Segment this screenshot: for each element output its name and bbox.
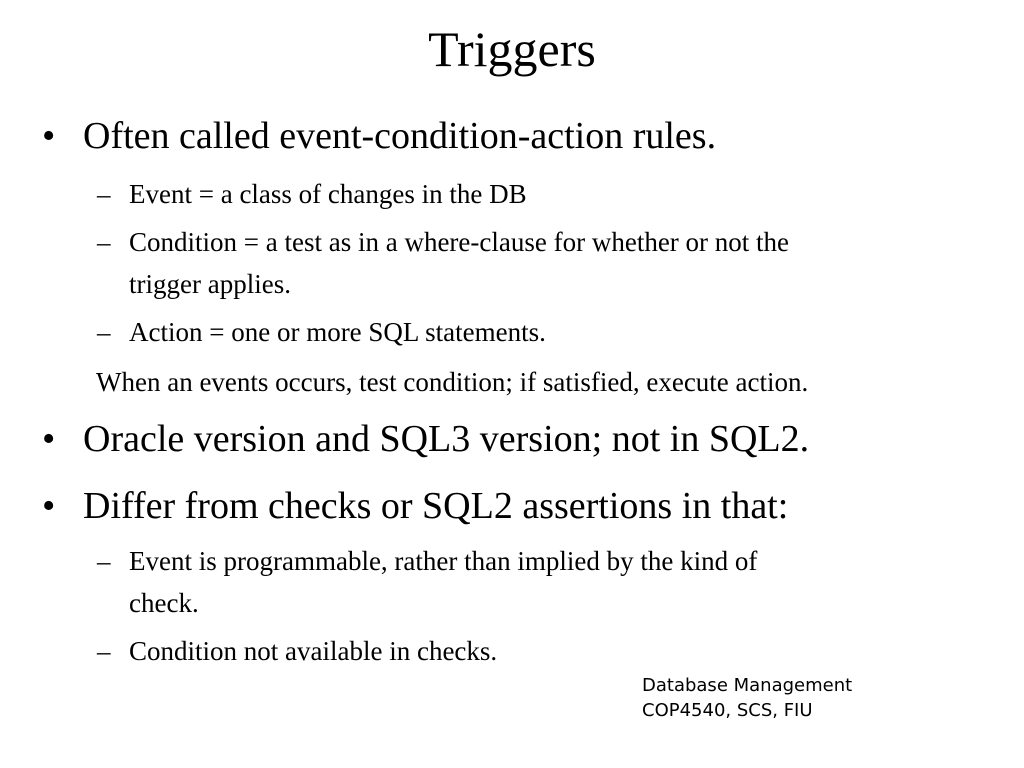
dash-marker: –	[97, 227, 111, 257]
bullet-item-2: Oracle version and SQL3 version; not in SQL2.	[83, 418, 810, 460]
footer-course-code: COP4540, SCS, FIU	[642, 700, 813, 721]
footer-course-name: Database Management	[642, 675, 853, 696]
dash-marker: –	[97, 179, 111, 209]
subitem-1-1: Event = a class of changes in the DB	[129, 179, 527, 209]
subitem-1-3: Action = one or more SQL statements.	[129, 317, 546, 347]
bullet-marker: •	[42, 485, 56, 527]
subitem-1-2-line-2: trigger applies.	[129, 269, 291, 299]
dash-marker: –	[97, 546, 111, 576]
slide-title: Triggers	[428, 21, 596, 77]
dash-marker: –	[97, 317, 111, 347]
subitem-1-2-line-1: Condition = a test as in a where-clause for whether or not the	[129, 227, 790, 257]
dash-marker: –	[97, 636, 111, 666]
bullet-marker: •	[42, 115, 56, 157]
bullet-1-note: When an events occurs, test condition; if satisfied, execute action.	[96, 367, 809, 397]
bullet-item-3: Differ from checks or SQL2 assertions in that:	[83, 485, 789, 527]
subitem-3-1-line-1: Event is programmable, rather than implied by the kind of	[129, 546, 758, 576]
subitem-3-2: Condition not available in checks.	[129, 636, 498, 666]
slide-footer	[642, 673, 852, 723]
subitem-3-1-line-2: check.	[129, 588, 199, 618]
bullet-marker: •	[42, 418, 56, 460]
bullet-item-1: Often called event-condition-action rules.	[83, 115, 717, 157]
